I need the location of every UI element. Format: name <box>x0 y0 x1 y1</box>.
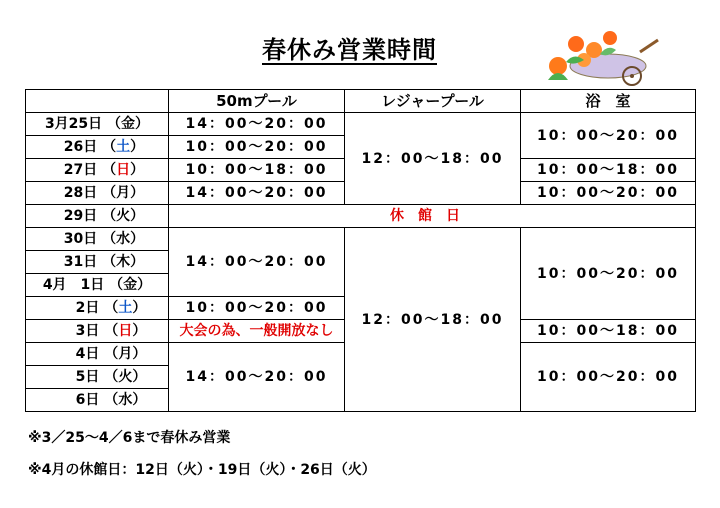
date-cell: 4月 1日 （金） <box>26 274 169 297</box>
pool50-time: 14：00～20：00 <box>169 113 345 136</box>
date-text: 3日 <box>47 323 100 339</box>
pool50-time: 10：00～20：00 <box>169 136 345 159</box>
date-cell: 28日 （月） <box>26 182 169 205</box>
date-text: 2日 <box>47 300 100 316</box>
closed-day-cell: 休館日 <box>169 205 696 228</box>
pool50-time: 14：00～20：00 <box>169 343 345 412</box>
date-text: 28日 <box>49 185 98 201</box>
date-cell: 27日 （日） <box>26 159 169 182</box>
date-text: 26日 <box>49 139 98 155</box>
bath-time: 10：00～18：00 <box>521 320 696 343</box>
bath-time: 10：00～18：00 <box>521 159 696 182</box>
table-row <box>26 228 696 251</box>
table-header-row <box>26 90 696 113</box>
note-april-closed-days: ※4月の休館日：12日（火）・19日（火）・26日（火） <box>28 462 376 478</box>
flower-cart-icon <box>540 30 660 88</box>
date-text: 3月25日 <box>44 116 103 132</box>
table-row <box>26 113 696 136</box>
header-bath: 浴 室 <box>521 90 696 113</box>
pool50-time: 10：00～20：00 <box>169 297 345 320</box>
dow-text: 金 <box>123 277 138 293</box>
dow-text: 月 <box>116 185 131 201</box>
note-spring-period: ※3／25～4／6まで春休み営業 <box>28 430 231 446</box>
pool50-time: 14：00～20：00 <box>169 228 345 297</box>
date-cell: 30日 （水） <box>26 228 169 251</box>
bath-time: 10：00～20：00 <box>521 113 696 159</box>
header-50m-pool: 50mプール <box>169 90 345 113</box>
leisure-time: 12：00～18：00 <box>345 113 521 205</box>
header-date <box>26 90 169 113</box>
page-title: 春休み営業時間 <box>262 36 437 64</box>
dow-text: 金 <box>121 116 136 132</box>
pool50-time: 10：00～18：00 <box>169 159 345 182</box>
date-text: 29日 <box>49 208 98 224</box>
schedule-table <box>25 89 696 412</box>
date-text: 27日 <box>49 162 98 178</box>
date-cell: 3月25日 （金） <box>26 113 169 136</box>
dow-text: 日 <box>118 323 133 339</box>
bath-time: 10：00～20：00 <box>521 343 696 412</box>
date-cell: 4日 （月） <box>26 343 169 366</box>
dow-text: 木 <box>116 254 131 270</box>
date-text: 4月 1日 <box>42 277 105 293</box>
date-text: 31日 <box>49 254 98 270</box>
header-leisure-pool: レジャープール <box>345 90 521 113</box>
date-cell: 3日 （日） <box>26 320 169 343</box>
date-text: 4日 <box>47 346 100 362</box>
leisure-time: 12：00～18：00 <box>345 228 521 412</box>
dow-text: 土 <box>118 300 133 316</box>
dow-text: 火 <box>116 208 131 224</box>
bath-time: 10：00～20：00 <box>521 228 696 320</box>
date-text: 5日 <box>47 369 100 385</box>
pool50-time: 14：00～20：00 <box>169 182 345 205</box>
dow-text: 月 <box>118 346 133 362</box>
date-cell: 5日 （火） <box>26 366 169 389</box>
bath-time: 10：00～20：00 <box>521 182 696 205</box>
date-cell: 26日 （土） <box>26 136 169 159</box>
dow-text: 水 <box>116 231 131 247</box>
date-text: 6日 <box>47 392 100 408</box>
table-row <box>26 205 696 228</box>
dow-text: 日 <box>116 162 131 178</box>
date-text: 30日 <box>49 231 98 247</box>
date-cell: 2日 （土） <box>26 297 169 320</box>
dow-text: 火 <box>118 369 133 385</box>
date-cell: 29日 （火） <box>26 205 169 228</box>
date-cell: 6日 （水） <box>26 389 169 412</box>
pool50-event-note: 大会の為、一般開放なし <box>169 320 345 343</box>
dow-text: 水 <box>118 392 133 408</box>
dow-text: 土 <box>116 139 131 155</box>
date-cell: 31日 （木） <box>26 251 169 274</box>
